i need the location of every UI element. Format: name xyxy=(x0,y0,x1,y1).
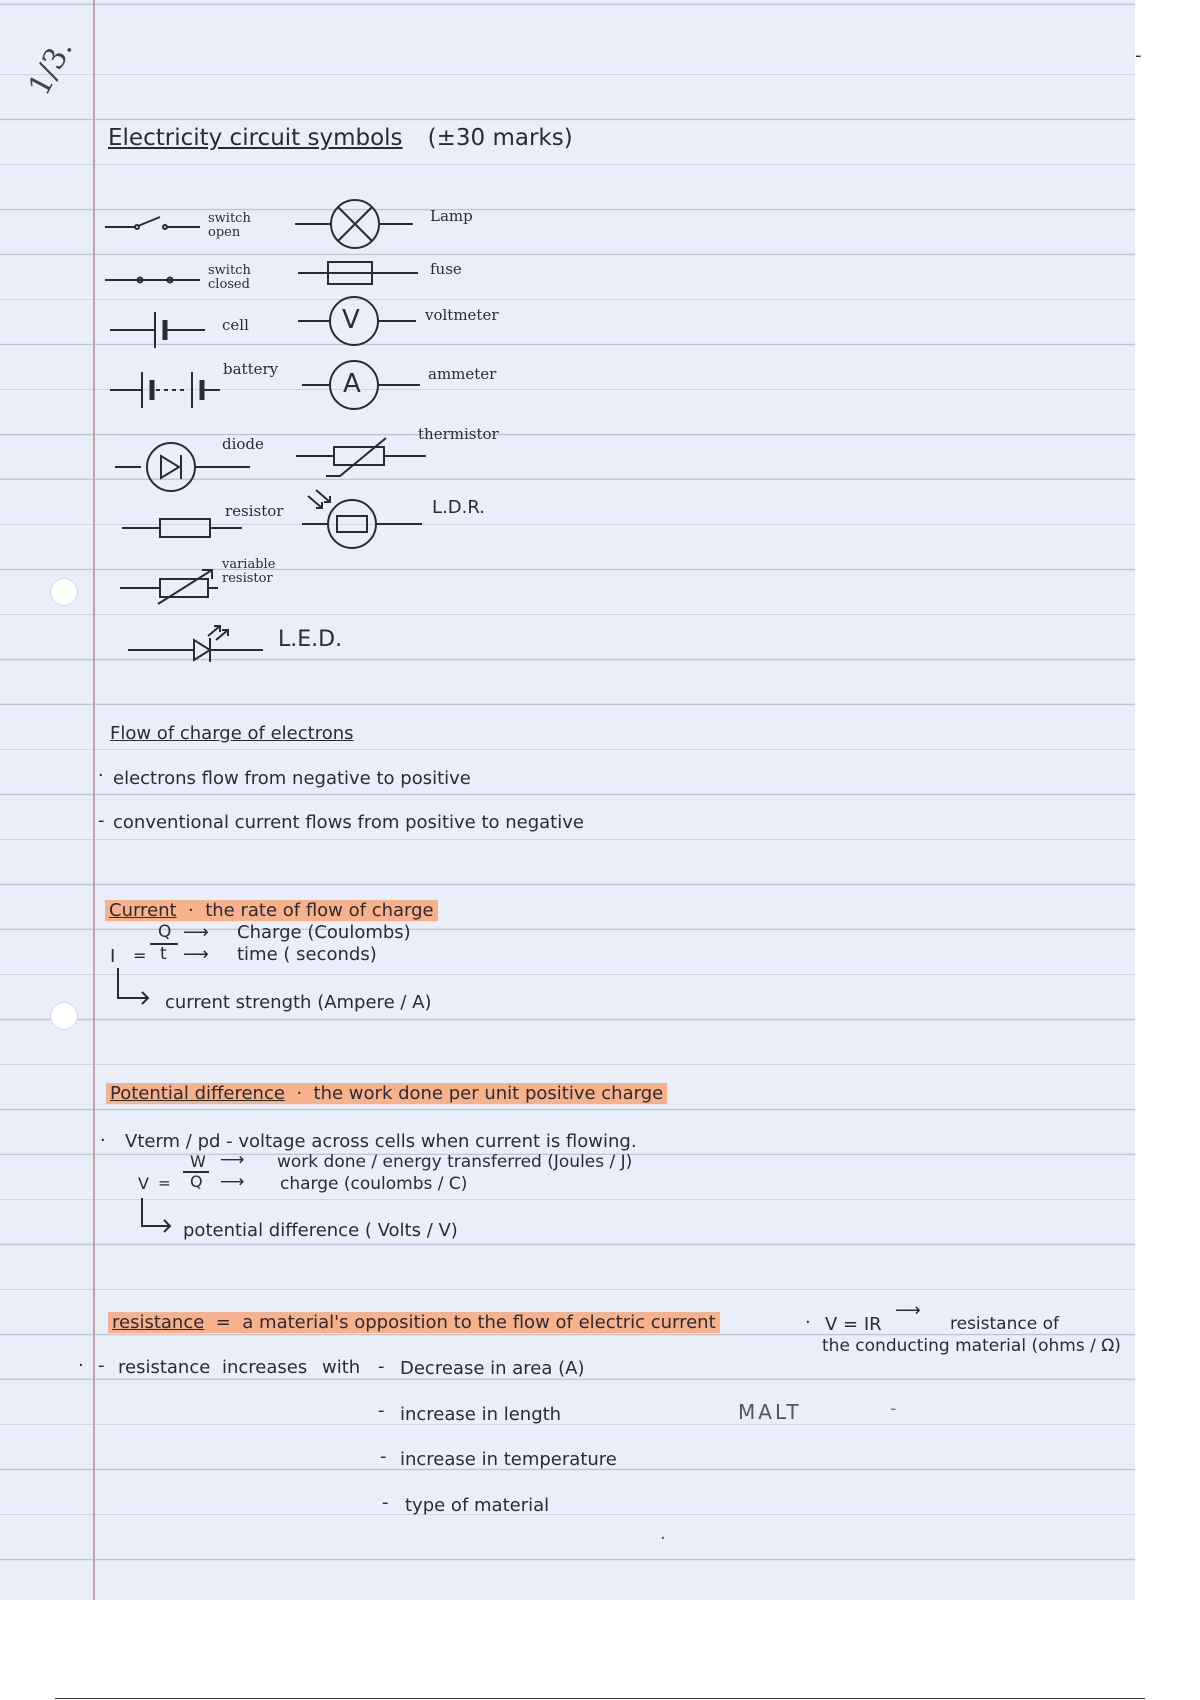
arrow: ⟶ xyxy=(183,922,209,943)
resistance-formula-bullet: · xyxy=(805,1312,811,1333)
corner-mark-text: 1/3. xyxy=(21,33,80,102)
current-numerator: Q xyxy=(158,922,172,942)
flow-line-1: electrons flow from negative to positive xyxy=(113,768,471,789)
flow-line-2: conventional current flows from positive to negative xyxy=(113,812,584,833)
resistance-definition-row xyxy=(108,1312,720,1333)
resistance-intro-c: with xyxy=(322,1357,361,1378)
pd-num-desc: work done / energy transferred (Joules / J) xyxy=(277,1152,633,1172)
stray-dash: - xyxy=(890,1398,897,1419)
resistance-term: resistance xyxy=(112,1312,205,1333)
resistance-bullet: · xyxy=(78,1355,84,1376)
arrow: ⟶ xyxy=(183,944,209,965)
current-denominator: t xyxy=(160,944,167,964)
pd-symbol: V xyxy=(138,1174,149,1193)
current-num-desc: Charge (Coulombs) xyxy=(237,922,411,943)
current-equals: = xyxy=(133,946,147,965)
stray-dot: · xyxy=(660,1528,666,1549)
corner-mark xyxy=(21,20,80,102)
resistor-icon xyxy=(122,516,242,540)
pd-den-desc: charge (coulombs / C) xyxy=(280,1174,468,1194)
current-symbol: I xyxy=(110,946,116,967)
arrow: ⟶ xyxy=(220,1172,245,1192)
ammeter-letter: A xyxy=(343,369,361,399)
switch-open-icon xyxy=(105,212,205,232)
arrow: ⟶ xyxy=(895,1300,921,1321)
pd-equals: = xyxy=(158,1174,171,1192)
resistance-bullet: - xyxy=(98,1355,105,1376)
factor-3: increase in temperature xyxy=(400,1449,617,1470)
resistance-intro-b: increases xyxy=(222,1357,308,1378)
lamp-label: Lamp xyxy=(430,207,473,225)
voltmeter-label: voltmeter xyxy=(425,306,499,324)
mnemonic: MALT xyxy=(738,1400,802,1424)
current-definition: the rate of flow of charge xyxy=(205,900,434,921)
ammeter-icon xyxy=(302,360,422,410)
title-marks: (±30 marks) xyxy=(427,125,573,151)
pd-term: Potential difference xyxy=(110,1083,285,1104)
resistance-intro-a: resistance xyxy=(118,1357,211,1378)
factor-4: type of material xyxy=(405,1495,550,1516)
ammeter-label: ammeter xyxy=(428,365,497,383)
flow-bullet: · xyxy=(98,765,104,786)
fuse-icon xyxy=(298,258,418,288)
factor-1: Decrease in area (A) xyxy=(400,1358,585,1379)
resistor-label: resistor xyxy=(225,502,284,520)
battery-label: battery xyxy=(223,360,279,378)
factor-bullet: - xyxy=(382,1492,389,1513)
current-result: current strength (Ampere / A) xyxy=(165,992,432,1013)
resistance-formula-desc-1: resistance of xyxy=(950,1314,1059,1334)
pd-definition: the work done per unit positive charge xyxy=(313,1083,664,1104)
arrow: ⟶ xyxy=(220,1150,245,1170)
pd-result: potential difference ( Volts / V) xyxy=(183,1220,458,1241)
punch-hole xyxy=(50,578,78,606)
edge-dash: - xyxy=(1135,45,1142,66)
cell-label: cell xyxy=(222,316,249,334)
diode-label: diode xyxy=(222,435,264,453)
pd-bullet: · xyxy=(100,1130,106,1151)
led-label: L.E.D. xyxy=(278,627,343,652)
flow-heading: Flow of charge of electrons xyxy=(110,723,354,744)
current-term: Current xyxy=(109,900,177,921)
flow-bullet: - xyxy=(98,810,105,831)
thermistor-icon xyxy=(296,436,426,480)
factor-bullet: - xyxy=(378,1400,385,1421)
arrow-bent-icon xyxy=(140,1198,176,1238)
resistance-definition: a material's opposition to the flow of electric current xyxy=(242,1312,716,1333)
current-den-desc: time ( seconds) xyxy=(237,944,377,965)
page-title: Electricity circuit symbols xyxy=(108,125,403,151)
factor-2: increase in length xyxy=(400,1404,562,1425)
battery-icon xyxy=(110,368,220,412)
variable-resistor-label: variable resistor xyxy=(222,557,276,586)
factor-bullet: - xyxy=(378,1356,385,1377)
fuse-label: fuse xyxy=(430,260,462,278)
page-title-row xyxy=(108,125,573,151)
bottom-rule xyxy=(55,1698,1145,1699)
margin-line xyxy=(93,0,95,1600)
pd-highlight: Potential difference · the work done per unit positive charge xyxy=(106,1083,667,1104)
thermistor-label: thermistor xyxy=(418,425,499,443)
led-icon xyxy=(128,622,268,666)
ldr-label: L.D.R. xyxy=(432,497,485,518)
pd-numerator: W xyxy=(190,1152,206,1171)
punch-hole xyxy=(50,1002,78,1030)
switch-closed-label: switch closed xyxy=(208,263,251,292)
resistance-highlight: resistance = a material's opposition to the flow of electric current xyxy=(108,1312,720,1333)
resistance-formula-desc-2: the conducting material (ohms / Ω) xyxy=(822,1336,1121,1356)
voltmeter-letter: V xyxy=(342,305,360,335)
pd-denominator: Q xyxy=(190,1172,203,1191)
current-definition-row xyxy=(105,900,438,921)
switch-closed-icon xyxy=(105,270,205,290)
current-highlight: Current · the rate of flow of charge xyxy=(105,900,438,921)
ldr-icon xyxy=(302,488,432,548)
resistance-formula: V = IR xyxy=(825,1314,882,1335)
arrow-bent-icon xyxy=(116,968,152,1008)
factor-bullet: - xyxy=(380,1446,387,1467)
pd-definition-row xyxy=(106,1083,667,1104)
switch-open-label: switch open xyxy=(208,211,251,240)
lamp-icon xyxy=(295,198,415,250)
pd-line-1: Vterm / pd - voltage across cells when current is flowing. xyxy=(125,1131,637,1152)
cell-icon xyxy=(110,308,210,352)
